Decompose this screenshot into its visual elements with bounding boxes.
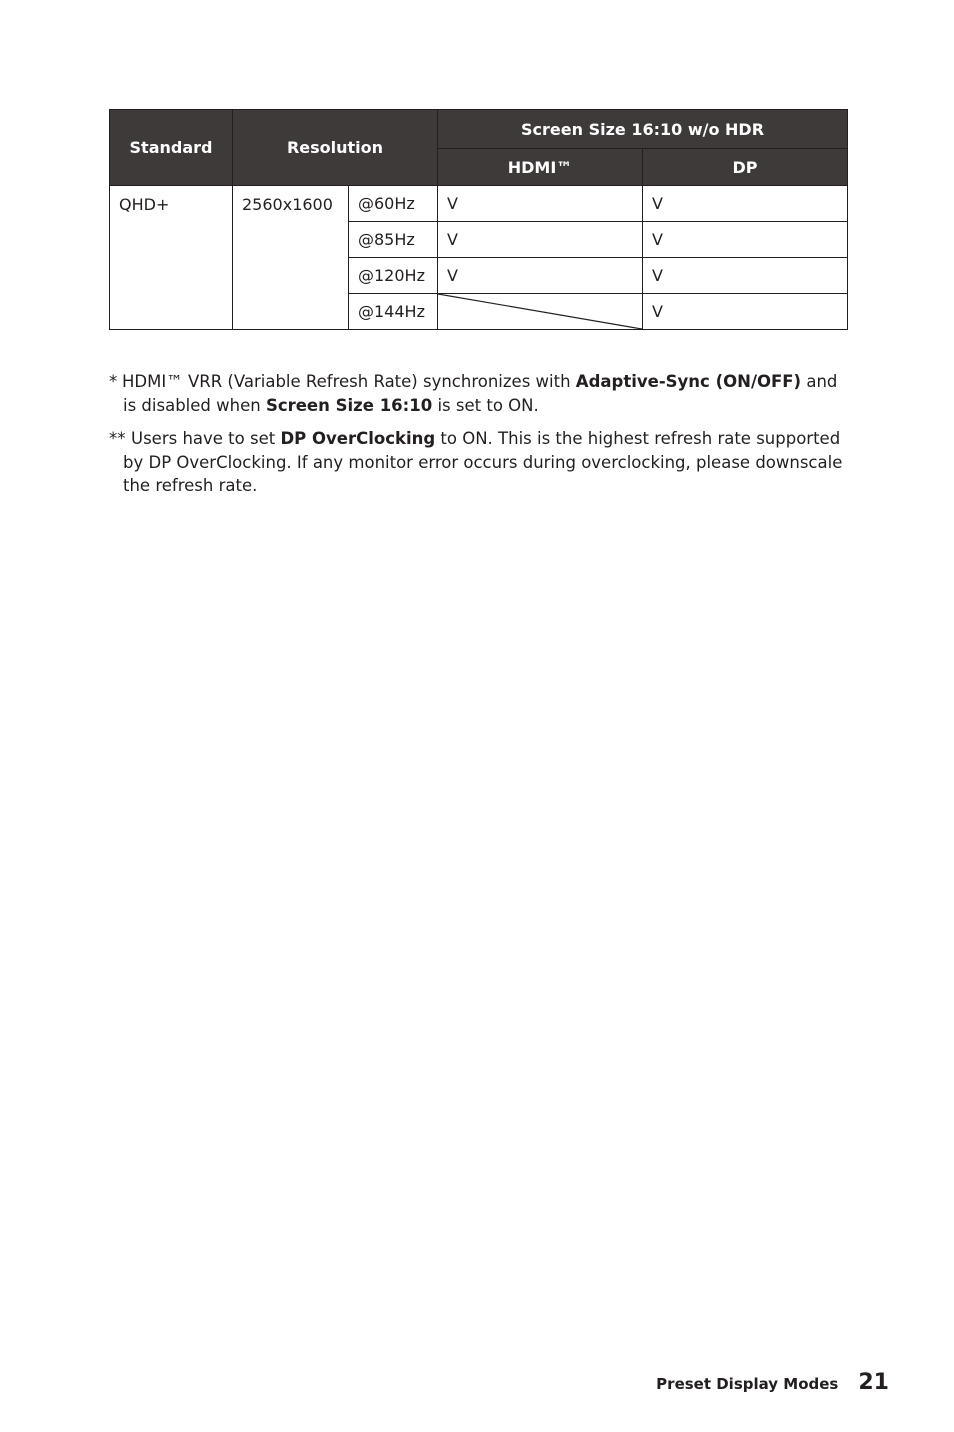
cell-dp: V: [643, 186, 848, 222]
cell-dp: V: [643, 222, 848, 258]
header-hdmi: HDMI™: [438, 149, 643, 186]
cell-rate: @144Hz: [349, 294, 438, 330]
cell-rate: @85Hz: [349, 222, 438, 258]
footnote-marker: **: [109, 429, 126, 448]
footnote-overclocking: [109, 427, 854, 498]
section-title: Preset Display Modes: [656, 1375, 839, 1393]
footnote-text: [109, 427, 854, 498]
cell-rate: @120Hz: [349, 258, 438, 294]
header-dp: DP: [643, 149, 848, 186]
text-run: is set to ON.: [432, 395, 539, 415]
cell-dp: V: [643, 294, 848, 330]
header-resolution: Resolution: [233, 110, 438, 186]
text-run: HDMI™ VRR (Variable Refresh Rate) synchronizes with: [122, 372, 576, 391]
cell-hdmi: V: [438, 258, 643, 294]
footnote-marker: *: [109, 372, 118, 391]
text-run: Users have to set: [131, 429, 281, 448]
bold-term: DP OverClocking: [280, 429, 436, 448]
table-row: [110, 186, 848, 222]
cell-hdmi: V: [438, 222, 643, 258]
bold-term: Screen Size 16:10: [265, 395, 433, 415]
footnote-text: [109, 370, 854, 417]
text-run: and is disabled when: [123, 372, 838, 415]
page-footer: [656, 1370, 889, 1395]
header-standard: Standard: [110, 110, 233, 186]
bold-term: Adaptive-Sync (ON/OFF): [575, 372, 802, 391]
cell-hdmi-not-supported: [438, 294, 643, 330]
cell-standard: QHD+: [110, 186, 233, 330]
cell-resolution: 2560x1600: [233, 186, 349, 330]
text-run: to ON. This is the highest refresh rate supported by DP OverClocking. If any monitor error occurs during overclocking, please downscale the refresh rate.: [123, 429, 843, 495]
footnote-vrr: [109, 370, 854, 417]
cell-dp: V: [643, 258, 848, 294]
cell-rate: @60Hz: [349, 186, 438, 222]
page-number: 21: [858, 1370, 889, 1395]
display-modes-table: [109, 109, 848, 330]
footnotes: [109, 370, 854, 508]
header-screen-size-group: Screen Size 16:10 w/o HDR: [438, 110, 848, 149]
cell-hdmi: V: [438, 186, 643, 222]
diagonal-slash: [438, 294, 642, 329]
